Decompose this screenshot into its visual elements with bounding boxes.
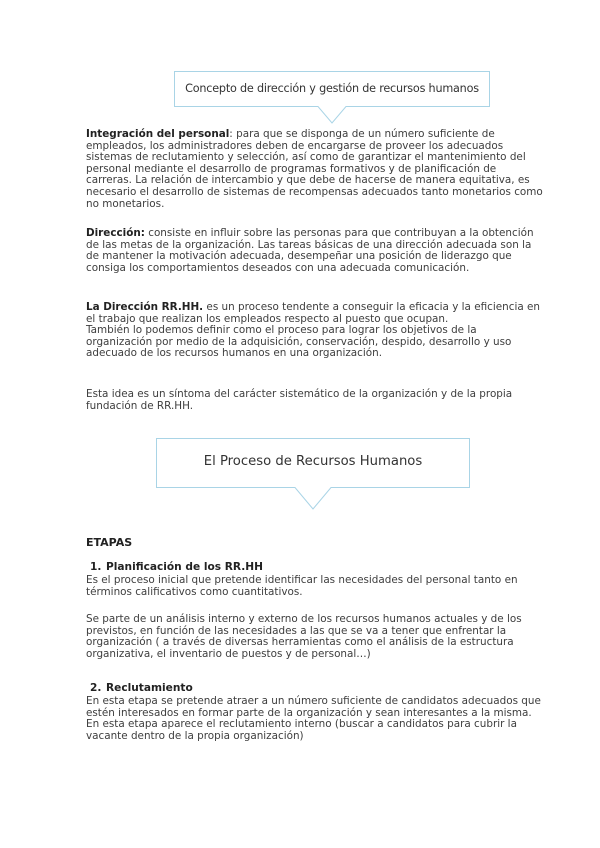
step1-title [90, 561, 263, 573]
callout-proceso [156, 438, 470, 512]
step1-text1 [86, 575, 544, 598]
paragraph-direccion [86, 228, 544, 274]
step2-title [90, 682, 193, 694]
etapas-heading: ETAPAS [86, 536, 133, 549]
step1-text1-content: Es el proceso inicial que pretende identificar las necesidades del personal tanto en términos calificativos como cuantitativos. [86, 574, 518, 598]
step2-text1 [86, 696, 544, 742]
step2-text2-content: En esta etapa aparece el reclutamiento interno (buscar a candidatos para cubrir la vacante dentro de la propia organización) [86, 718, 517, 742]
callout-concepto-title: Concepto de dirección y gestión de recursos humanos [185, 82, 479, 95]
callout-border [156, 438, 470, 512]
text-direccion-rrhh-2: También lo podemos definir como el proceso para lograr los objetivos de la organización por medio de la adquisición, conservación, despido, desarrollo y uso adecuado de los recursos humanos en una organización. [86, 324, 512, 360]
step2-number: 2. [90, 682, 102, 694]
text-direccion: consiste en influir sobre las personas para que contribuyan a la obtención de las metas de la organización. Las tareas básicas de una dirección adecuada son la de mantener la motivación adecuada, desempeñar una posición de liderazgo que consiga los comportamientos deseados con una adecuada comunicación. [86, 227, 534, 274]
step1-label: Planificación de los RR.HH [106, 561, 264, 573]
callout-border [174, 71, 490, 127]
step2-label: Reclutamiento [106, 682, 193, 694]
term-direccion-rrhh: La Dirección RR.HH. [86, 301, 204, 313]
term-integracion: Integración del personal [86, 128, 230, 140]
step2-text1-content: En esta etapa se pretende atraer a un número suficiente de candidatos adecuados que estén interesados en formar parte de la organización y sean interesantes a la misma. [86, 695, 541, 719]
paragraph-sistematico [86, 389, 544, 412]
step1-text2-content: Se parte de un análisis interno y externo de los recursos humanos actuales y de los previstos, en función de las necesidades a las que se va a tener que enfrentar la organización ( a través de diversas herramientas como el análisis de la estructura organizativa, el inventario de puestos y de personal…) [86, 613, 522, 660]
callout-proceso-title: El Proceso de Recursos Humanos [203, 454, 423, 469]
paragraph-direccion-rrhh [86, 302, 544, 360]
text-direccion-rrhh: es un proceso tendente a conseguir la eficacia y la eficiencia en el trabajo que realizan los empleados respecto al puesto que ocupan. [86, 301, 540, 325]
step1-text2 [86, 614, 544, 660]
text-sistematico: Esta idea es un síntoma del carácter sistemático de la organización y de la propia fundación de RR.HH. [86, 388, 513, 412]
callout-concepto [174, 71, 490, 127]
term-direccion: Dirección: [86, 227, 145, 239]
step1-number: 1. [90, 561, 102, 573]
text-integracion: : para que se disponga de un número suficiente de empleados, los administradores deben de encargarse de proveer los adecuados sistemas de reclutamiento y selección, así como de garantizar el mantenimiento del personal mediante el desarrollo de programas formativos y de planificación de carreras. La relación de intercambio y que debe de hacerse de manera equitativa, es necesario el desarrollo de sistemas de recompensas adecuados tanto monetarios como no monetarios. [86, 128, 543, 210]
paragraph-integracion [86, 129, 544, 210]
